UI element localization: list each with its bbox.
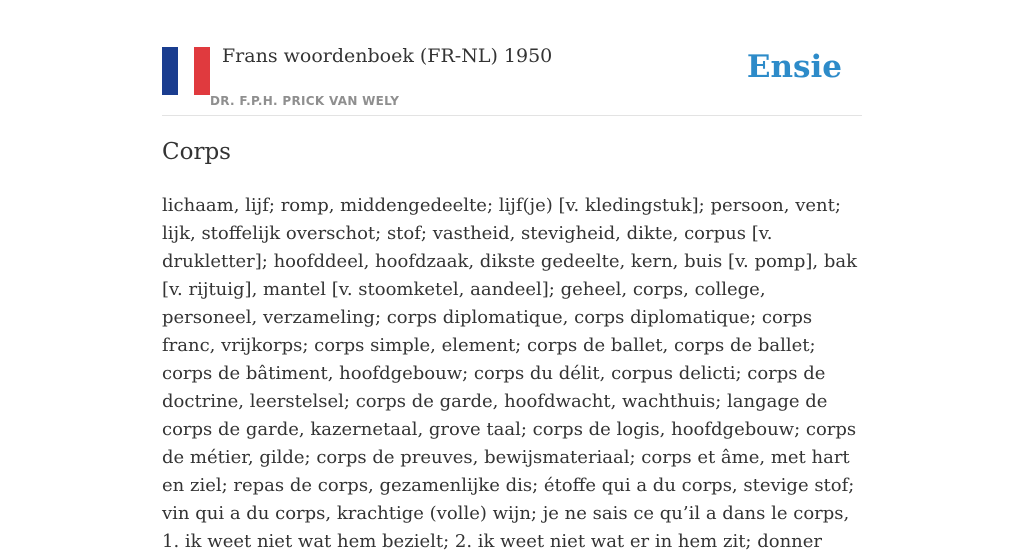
entry-definition: lichaam, lijf; romp, middengedeelte; lijf(je) [v. kledingstuk]; persoon, vent; lijk, stoffelijk overschot; stof; vastheid, stevigheid, dikte, corpus [v. drukletter]; hoofddeel, hoofdzaak, dikste gedeelte, kern, buis [v. pomp], bak [v. rijtuig], mantel [v. stoomketel, aandeel]; geheel, corps, college, personeel, verzameling; corps diplomatique, corps diplomatique; corps franc, vrijkorps; corps simple, element; corps de ballet, corps de ballet; corps de bâtiment, hoofdgebouw; corps du délit, corpus delicti; corps de doctrine, leerstelsel; corps de garde, hoofdwacht, wachthuis; langage de corps de garde, kazernetaal, grove taal; corps de logis, hoofdgebouw; corps de métier, gilde; corps de preuves, bewijsmateriaal; corps et âme, met hart en ziel; repas de corps, gezamenlijke dis; étoffe qui a du corps, stevige stof; vin qui a du corps, krachtige (volle) wijn; je ne sais ce qu’il a dans le corps, 1. ik weet niet wat hem bezielt; 2. ik weet niet wat er in hem zit; donner [162,195,858,552]
entry-headword: Corps [162,139,231,165]
dictionary-header [162,0,862,116]
ensie-logo[interactable]: Ensie [746,49,842,85]
dictionary-author: DR. F.P.H. PRICK VAN WELY [210,94,400,108]
flag-stripe-blue [162,47,178,95]
flag-stripe-white [178,47,194,95]
french-flag-icon [162,47,210,95]
dictionary-title[interactable]: Frans woordenboek (FR-NL) 1950 [222,45,553,67]
flag-stripe-red [194,47,210,95]
